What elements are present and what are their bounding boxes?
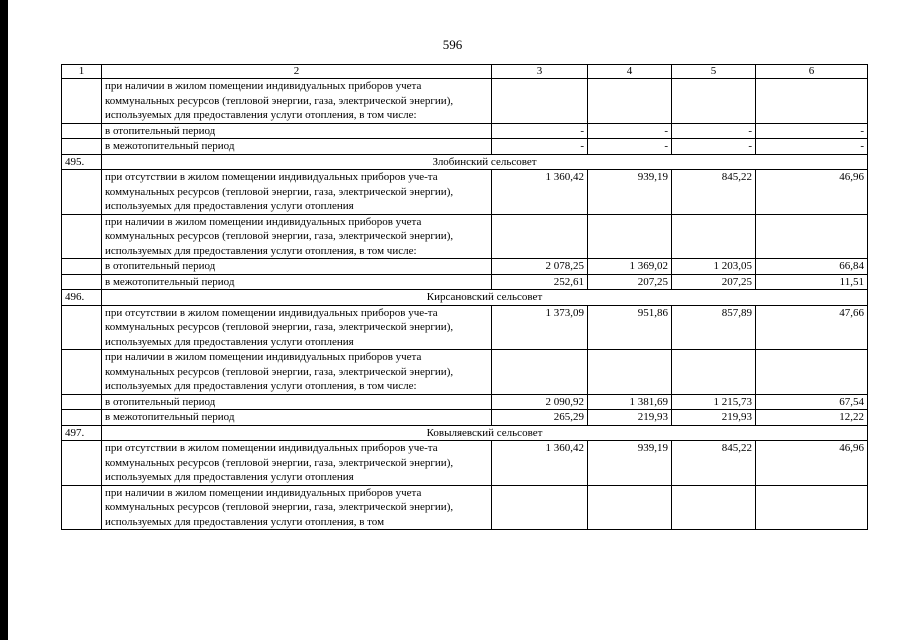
column-header: 3 [492,65,588,79]
value-col3: 1 373,09 [492,305,588,350]
column-header: 6 [756,65,868,79]
value-col6 [756,350,868,395]
value-col5 [672,485,756,530]
value-col6: 67,54 [756,394,868,410]
column-header: 1 [62,65,102,79]
value-col5: 845,22 [672,170,756,215]
table-row [62,350,868,395]
column-number-row [62,65,868,79]
row-index [62,274,102,290]
value-col4 [588,350,672,395]
value-col3 [492,350,588,395]
value-col4: - [588,123,672,139]
row-description: при отсутствии в жилом помещении индивидуальных приборов уче-та коммунальных ресурсов (тепловой энергии, газа, электрической энергии), используемых для предоставления услуги отопления [102,305,492,350]
value-col4 [588,79,672,124]
value-col4: 1 369,02 [588,259,672,275]
table-row [62,123,868,139]
row-index [62,410,102,426]
page-number: 596 [442,37,463,52]
value-col3 [492,214,588,259]
value-col3: - [492,123,588,139]
value-col5: - [672,123,756,139]
column-header: 2 [102,65,492,79]
table-row [62,394,868,410]
table-row [62,170,868,215]
row-description: при отсутствии в жилом помещении индивидуальных приборов уче-та коммунальных ресурсов (тепловой энергии, газа, электрической энергии), используемых для предоставления услуги отопления [102,441,492,486]
row-index [62,441,102,486]
table-row [62,274,868,290]
value-col3: - [492,139,588,155]
row-index: 497. [62,425,102,441]
value-col6: - [756,139,868,155]
value-col4: 207,25 [588,274,672,290]
row-description: при наличии в жилом помещении индивидуальных приборов учета коммунальных ресурсов (тепловой энергии, газа, электрической энергии), используемых для предоставления услуги отопления, в том числе: [102,214,492,259]
row-index [62,79,102,124]
row-index: 496. [62,290,102,306]
row-index [62,305,102,350]
value-col4: 1 381,69 [588,394,672,410]
region-name: Ковыляевский сельсовет [102,425,868,441]
table-row [62,485,868,530]
value-col3: 1 360,42 [492,441,588,486]
value-col3 [492,485,588,530]
value-col5 [672,350,756,395]
region-row [62,425,868,441]
row-description: в межотопительный период [102,410,492,426]
value-col6 [756,214,868,259]
row-description: при наличии в жилом помещении индивидуальных приборов учета коммунальных ресурсов (тепловой энергии, газа, электрической энергии), используемых для предоставления услуги отопления, в том [102,485,492,530]
row-index [62,139,102,155]
value-col6: 66,84 [756,259,868,275]
row-index [62,214,102,259]
value-col5: 845,22 [672,441,756,486]
value-col6: 46,96 [756,441,868,486]
row-description: в межотопительный период [102,139,492,155]
scan-left-edge [0,0,8,640]
row-description: в отопительный период [102,259,492,275]
value-col6: - [756,123,868,139]
value-col3: 2 078,25 [492,259,588,275]
value-col5: 857,89 [672,305,756,350]
value-col6: 11,51 [756,274,868,290]
row-description: в отопительный период [102,394,492,410]
table-row [62,139,868,155]
row-description: в межотопительный период [102,274,492,290]
table-row [62,79,868,124]
row-index: 495. [62,154,102,170]
value-col5: 219,93 [672,410,756,426]
value-col3: 265,29 [492,410,588,426]
value-col5: - [672,139,756,155]
row-index [62,259,102,275]
row-index [62,170,102,215]
value-col6 [756,485,868,530]
region-name: Кирсановский сельсовет [102,290,868,306]
value-col5: 1 203,05 [672,259,756,275]
value-col6: 12,22 [756,410,868,426]
value-col4: 939,19 [588,170,672,215]
value-col4: 939,19 [588,441,672,486]
table-row [62,214,868,259]
table-row [62,259,868,275]
value-col5: 1 215,73 [672,394,756,410]
column-header: 4 [588,65,672,79]
value-col5: 207,25 [672,274,756,290]
value-col4: 219,93 [588,410,672,426]
tariff-table [61,64,868,530]
row-index [62,485,102,530]
table-row [62,410,868,426]
row-index [62,123,102,139]
value-col4 [588,485,672,530]
value-col3: 1 360,42 [492,170,588,215]
table-row [62,305,868,350]
region-name: Злобинский сельсовет [102,154,868,170]
row-description: в отопительный период [102,123,492,139]
column-header: 5 [672,65,756,79]
value-col3 [492,79,588,124]
value-col5 [672,214,756,259]
value-col4 [588,214,672,259]
row-index [62,394,102,410]
value-col3: 2 090,92 [492,394,588,410]
value-col6: 46,96 [756,170,868,215]
value-col4: - [588,139,672,155]
row-description: при наличии в жилом помещении индивидуальных приборов учета коммунальных ресурсов (тепловой энергии, газа, электрической энергии), используемых для предоставления услуги отопления, в том числе: [102,79,492,124]
value-col6: 47,66 [756,305,868,350]
region-row [62,290,868,306]
value-col3: 252,61 [492,274,588,290]
row-index [62,350,102,395]
value-col4: 951,86 [588,305,672,350]
row-description: при отсутствии в жилом помещении индивидуальных приборов уче-та коммунальных ресурсов (тепловой энергии, газа, электрической энергии), используемых для предоставления услуги отопления [102,170,492,215]
row-description: при наличии в жилом помещении индивидуальных приборов учета коммунальных ресурсов (тепловой энергии, газа, электрической энергии), используемых для предоставления услуги отопления, в том числе: [102,350,492,395]
value-col5 [672,79,756,124]
value-col6 [756,79,868,124]
table-row [62,441,868,486]
region-row [62,154,868,170]
